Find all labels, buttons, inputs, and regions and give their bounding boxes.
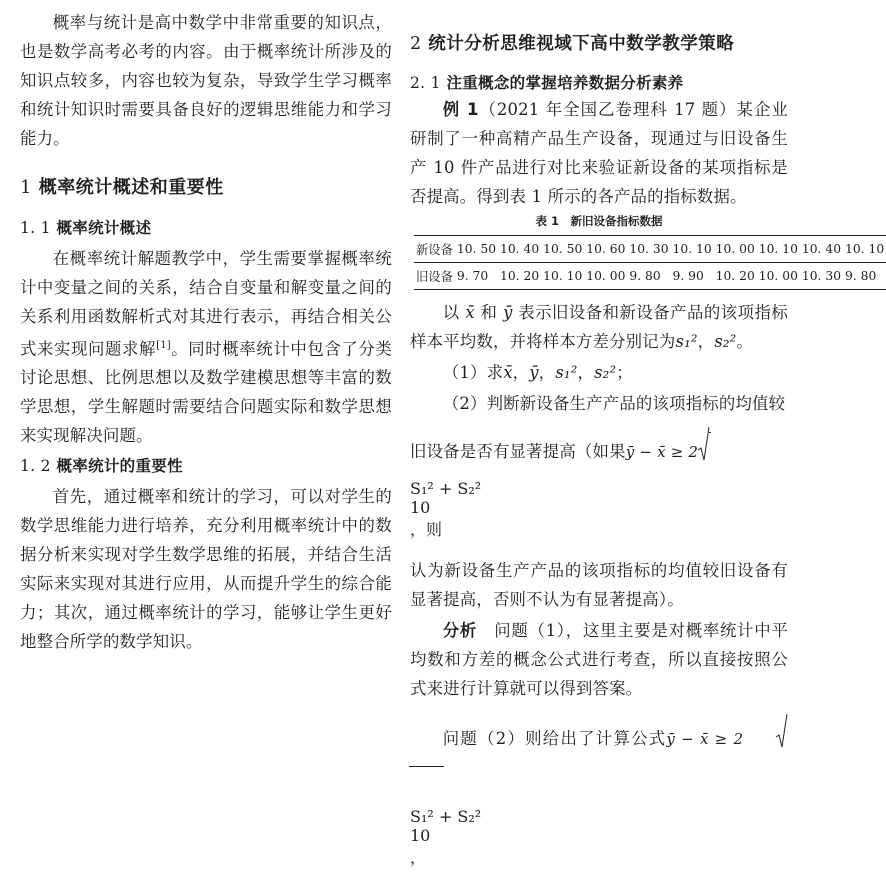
- section-1-1-text-cont: 。同时概率统计中包含了分类讨论思想、比例思想以及数学建模思想等丰富的数学思想，学生解题时需要结合问题实际和数学思想来实现解决问题。: [20, 339, 392, 446]
- text-fragment: ，: [410, 848, 427, 867]
- section-2-1-heading: [410, 71, 788, 93]
- s1-squared-symbol: s₁²: [555, 363, 578, 382]
- y-bar-symbol: ȳ: [529, 363, 539, 382]
- x-bar-symbol: x̄: [465, 303, 475, 322]
- section-2-heading: [410, 30, 788, 55]
- fraction-denominator: 10: [410, 826, 431, 845]
- fraction-numerator: S₁² + S₂²: [410, 479, 482, 498]
- section-1-2-title: 概率统计的重要性: [56, 457, 183, 476]
- table-cell: 10. 00: [584, 263, 627, 290]
- s1-squared-symbol: s₁²: [675, 332, 698, 351]
- table-cell: 10. 10: [541, 263, 584, 290]
- table-cell: 10. 50: [541, 236, 584, 263]
- sqrt-radicand: [709, 432, 711, 473]
- analysis-paragraph: [410, 616, 788, 703]
- analysis-text: 问题（1），这里主要是对概率统计中平均数和方差的概念公式进行考查，所以直接按照公式来进行计算就可以得到答案。: [410, 621, 788, 698]
- table-cell: 10. 40: [800, 236, 843, 263]
- fraction-denominator: 10: [410, 498, 431, 517]
- table-cell: 9. 80: [843, 263, 886, 290]
- sqrt-radicand: [409, 766, 444, 807]
- table-cell: 10. 20: [498, 263, 541, 290]
- section-1-heading: [20, 173, 392, 199]
- text-fragment: 以: [442, 303, 460, 322]
- analysis-label: 分析: [442, 621, 478, 640]
- data-table: [414, 235, 886, 290]
- row-label-old: 旧设备: [414, 263, 455, 290]
- y-bar-symbol: ȳ: [503, 303, 513, 322]
- inequality-expression: ȳ − x̄ ≥ 2: [625, 443, 699, 461]
- section-1-1-heading: [20, 216, 392, 238]
- x-bar-symbol: x̄: [503, 363, 513, 382]
- text-fragment: 和: [480, 303, 498, 322]
- example-1-paragraph: [410, 95, 788, 211]
- row-label-new: 新设备: [414, 236, 455, 263]
- example-text: （2021 年全国乙卷理科 17 题）某企业研制了一种高精产品生产设备，现通过与旧设备生产 10 件产品进行对比来验证新设备的某项指标是否提高。得到表 1 所示的各产品的指标数据。: [410, 100, 788, 206]
- left-column: [20, 0, 392, 656]
- table-cell: 9. 80: [627, 263, 670, 290]
- table-cell: 10. 50: [455, 236, 498, 263]
- right-column: [410, 0, 885, 884]
- section-1-1-title: 概率统计概述: [56, 219, 152, 237]
- question-2-condition: [410, 426, 788, 479]
- inequality-expression: ȳ − x̄ ≥ 2: [666, 730, 744, 748]
- section-1-1-number: 1. 1: [20, 219, 51, 237]
- text-fragment: （1）求: [442, 363, 504, 382]
- sqrt-sign: [743, 713, 788, 766]
- table-row-old: [414, 263, 886, 290]
- table-row-new: [414, 236, 886, 263]
- text-fragment: 问题（2）则给出了计算公式: [442, 729, 667, 748]
- section-1-title: 概率统计概述和重要性: [38, 177, 224, 198]
- section-2-title: 统计分析思维视域下高中数学教学策略: [428, 34, 735, 54]
- table-cell: 9. 70: [455, 263, 498, 290]
- section-1-2-number: 1. 2: [20, 457, 51, 476]
- table-cell: 10. 40: [498, 236, 541, 263]
- table-cell: 10. 30: [627, 236, 670, 263]
- question-2: （2）判断新设备生产产品的该项指标的均值较: [442, 394, 786, 413]
- table-cell: 10. 00: [757, 263, 800, 290]
- section-1-number: 1: [20, 177, 32, 198]
- last-paragraph: [410, 713, 788, 807]
- intro-paragraph: 概率与统计是高中数学中非常重要的知识点，也是数学高考必考的内容。由于概率统计所涉及的知识点较多，内容也较为复杂，导致学生学习概率和统计知识时需要具备良好的逻辑思维能力和学习能力。: [20, 13, 392, 148]
- question-1: （1）求x̄，ȳ，s₁²，s₂²；: [442, 363, 633, 382]
- section-2-number: 2: [410, 34, 422, 54]
- table-caption: 表 1 新旧设备指标数据: [535, 214, 663, 228]
- section-2-1-title: 注重概念的掌握培养数据分析素养: [446, 74, 684, 92]
- table-cell: 10. 00: [714, 236, 757, 263]
- text-fragment: 旧设备是否有显著提高（如果: [410, 442, 626, 461]
- citation-ref: [1]: [156, 340, 171, 351]
- text-fragment: 表示旧设备和新设备产品的该项指标样本平均数，并将样本方差分别记为: [410, 303, 788, 351]
- table-cell: 10. 10: [757, 236, 800, 263]
- table-cell: 10. 20: [714, 263, 757, 290]
- text-fragment: ，则: [410, 520, 443, 539]
- table-cell: 10. 60: [584, 236, 627, 263]
- fraction-numerator: S₁² + S₂²: [410, 807, 482, 826]
- table-cell: 10. 30: [800, 263, 843, 290]
- section-1-1-body: [20, 244, 392, 450]
- table-cell: 10. 10: [843, 236, 886, 263]
- example-label: 例 1: [442, 100, 479, 119]
- section-1-2-body: 首先，通过概率和统计的学习，可以对学生的数学思维能力进行培养，充分利用概率统计中的数据分析来实现对学生数学思维的拓展，并结合生活实际来实现对其进行应用，从而提升学生的综合能力；其次，通过概率统计的学习，能够让学生更好地整合所学的数学知识。: [20, 487, 392, 652]
- section-1-1-text: 在概率统计解题教学中，学生需要掌握概率统计中变量之间的关系，结合自变量和解变量之间的关系利用函数解析式对其进行表示，再结合相关公式来实现问题求解: [20, 249, 392, 359]
- section-2-1-number: 2. 1: [410, 74, 441, 92]
- s2-squared-symbol: s₂²: [594, 363, 617, 382]
- section-1-2-heading: [20, 454, 392, 476]
- table-cell: 9. 90: [671, 263, 714, 290]
- question-2-conclusion: 认为新设备生产产品的该项指标的均值较旧设备有显著提高，否则不认为有显著提高）。: [410, 561, 788, 609]
- table-cell: 10. 10: [671, 236, 714, 263]
- s2-squared-symbol: s₂²: [714, 332, 737, 351]
- sample-mean-paragraph: 以 x̄ 和 ȳ 表示旧设备和新设备产品的该项指标样本平均数，并将样本方差分别记为s₁²，s₂²。: [410, 303, 788, 351]
